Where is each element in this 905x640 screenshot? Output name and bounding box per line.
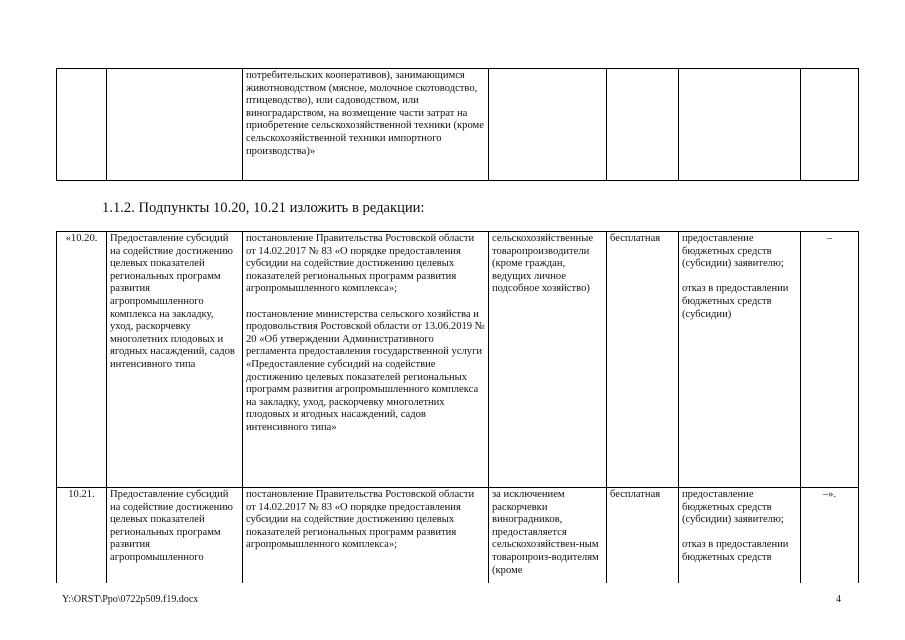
cost: бесплатная <box>607 488 679 584</box>
page-number: 4 <box>836 594 841 605</box>
result: предоставление бюджетных средств (субсидии) заявителю; отказ в предоставлении бюджетных средств <box>679 488 801 584</box>
recipients: за исключением раскорчевки виноградников, предоставляется сельскохозяйствен-ным товаропроиз-водителям (кроме <box>489 488 607 584</box>
section-heading: 1.1.2. Подпункты 10.20, 10.21 изложить в редакции: <box>102 200 425 216</box>
table-cell-cost <box>607 69 679 181</box>
cost: бесплатная <box>607 232 679 488</box>
row-number: «10.20. <box>57 232 107 488</box>
legal-acts: постановление Правительства Ростовской области от 14.02.2017 № 83 «О порядке предоставления субсидии на содействие достижению целевых показателей региональных программ развития агропромышленного комплекса»; постановление министерства сельского хозяйства и продовольствия Ростовской области от 13.06.2019 № 20 «Об утверждении Административного регламента предоставления государственной услуги «Предоставление субсидий на содействие достижению целевых показателей региональных программ развития агропромышленного комплекса на закладку, уход, раскорчевку многолетних плодовых и ягодных насаждений, садов интенсивного типа» <box>243 232 489 488</box>
service-name: Предоставление субсидий на содействие достижению целевых показателей региональных программ развития агропромышленного комплекса на закладку, уход, раскорчевку многолетних плодовых и ягодных насаждений, садов интенсивного типа <box>107 232 243 488</box>
note: –». <box>801 488 859 584</box>
recipients: сельскохозяйственные товаропроизводители (кроме граждан, ведущих личное подсобное хозяйство) <box>489 232 607 488</box>
table-cell-note <box>801 69 859 181</box>
table-cell-result <box>679 69 801 181</box>
result: предоставление бюджетных средств (субсидии) заявителю; отказ в предоставлении бюджетных средств (субсидии) <box>679 232 801 488</box>
services-table <box>56 231 859 583</box>
continued-table <box>56 68 859 181</box>
table-row <box>57 69 859 181</box>
table-row <box>57 232 859 488</box>
file-path: Y:\ORST\Ppo\0722p509.f19.docx <box>62 594 199 605</box>
note: – <box>801 232 859 488</box>
table-cell-name <box>107 69 243 181</box>
table-cell-num <box>57 69 107 181</box>
table-row <box>57 488 859 584</box>
table-cell-acts: потребительских кооперативов), занимающимся животноводством (мясное, молочное скотоводство, птицеводство), или садоводством, или виноградарством, на возмещение части затрат на приобретение сельскохозяйственной техники (кроме сельскохозяйственной техники импортного производства)» <box>243 69 489 181</box>
service-name: Предоставление субсидий на содействие достижению целевых показателей региональных программ развития агропромышленного <box>107 488 243 584</box>
table-cell-recipients <box>489 69 607 181</box>
legal-acts: постановление Правительства Ростовской области от 14.02.2017 № 83 «О порядке предоставления субсидии на содействие достижению целевых показателей региональных программ развития агропромышленного комплекса»; <box>243 488 489 584</box>
row-number: 10.21. <box>57 488 107 584</box>
